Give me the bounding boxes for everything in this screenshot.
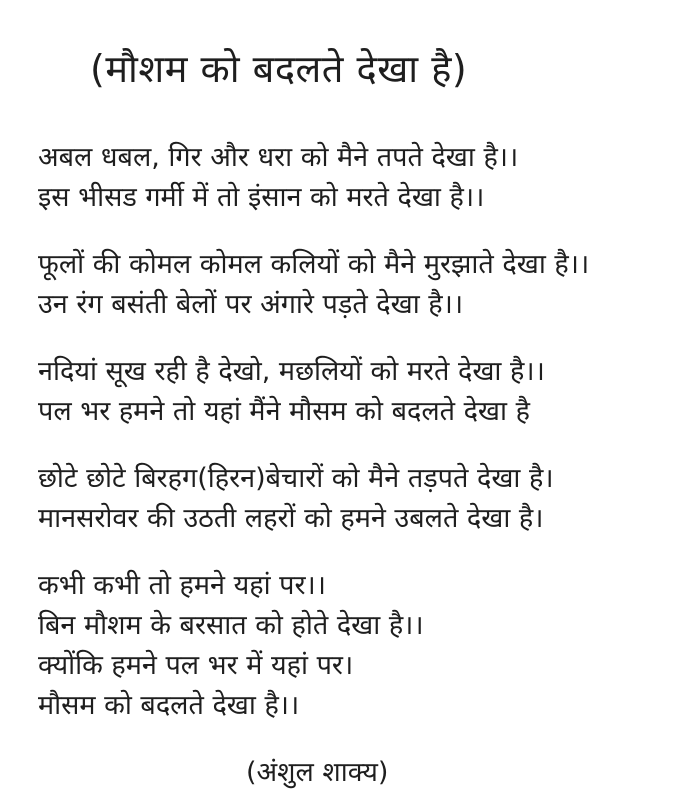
poem-line: फूलों की कोमल कोमल कलियों को मैने मुरझाते देखा है।। (38, 249, 590, 280)
poem-line: कभी कभी तो हमने यहां पर।। (38, 570, 327, 601)
poem-line: इस भीसड गर्मी में तो इंसान को मरते देखा है।। (38, 182, 485, 213)
stanza-1 (38, 138, 650, 218)
poem-line: मौसम को बदलते देखा है।। (38, 690, 300, 721)
stanza-2 (38, 245, 650, 325)
poem-line: क्योंकि हमने पल भर में यहां पर। (38, 650, 354, 681)
poem-line: उन रंग बसंती बेलों पर अंगारे पड़ते देखा है।। (38, 289, 464, 320)
poem-line: बिन मौशम के बरसात को होते देखा है।। (38, 610, 424, 641)
stanza-3 (38, 352, 650, 432)
poem-title: (मौशम को बदलते देखा है) (90, 47, 468, 91)
poem-line: छोटे छोटे बिरहग(हिरन)बेचारों को मैने तड़पते देखा है। (38, 463, 554, 494)
stanza-4 (38, 459, 650, 539)
stanza-5 (38, 566, 650, 726)
poem-line: मानसरोवर की उठती लहरों को हमने उबलते देखा है। (38, 503, 544, 534)
poem-line: नदियां सूख रही है देखो, मछलियों को मरते देखा है।। (38, 356, 545, 387)
poem-line: पल भर हमने तो यहां मैंने मौसम को बदलते देखा है (38, 396, 530, 427)
poem-author: (अंशुल शाक्य) (246, 757, 389, 788)
poem-line: अबल धबल, गिर और धरा को मैने तपते देखा है।। (38, 142, 519, 173)
